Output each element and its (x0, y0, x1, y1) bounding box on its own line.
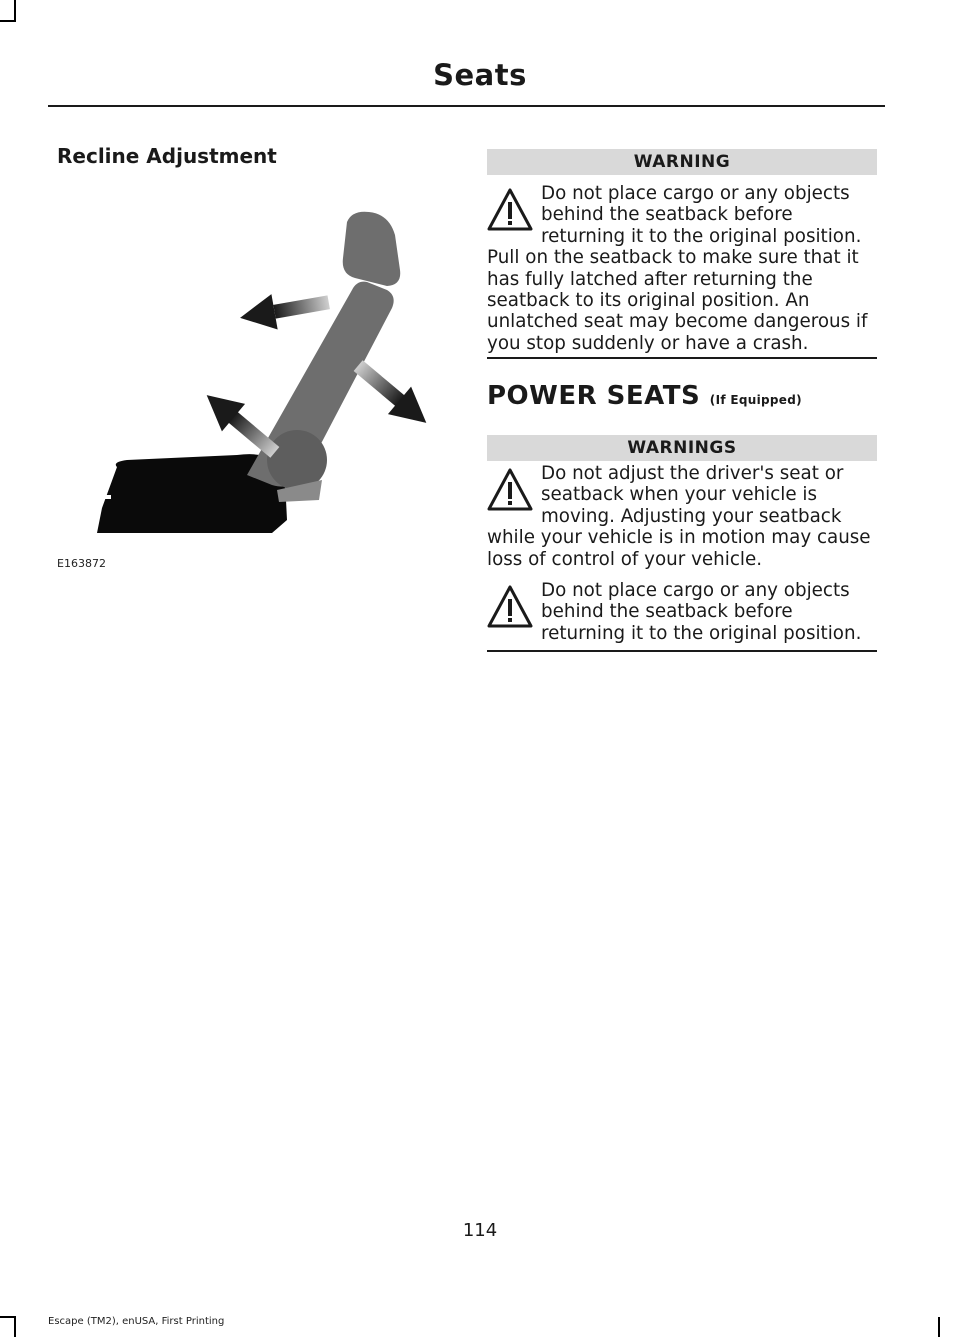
power-seats-heading (487, 381, 802, 411)
headrest (343, 212, 400, 286)
warnings-item-1 (487, 463, 879, 570)
recline-back-arrow (237, 285, 332, 336)
warning-rule (487, 357, 877, 359)
warning-text-1 (487, 183, 879, 354)
warning-triangle-icon (487, 187, 533, 233)
warning-title-bar: WARNING (487, 149, 877, 175)
seat-recline-illustration (57, 190, 457, 575)
page-number: 114 (462, 1220, 498, 1241)
figure-id: E163872 (57, 557, 106, 570)
crop-mark (938, 1317, 940, 1337)
header-rule (48, 105, 885, 107)
crop-mark (0, 20, 16, 22)
recline-subhead: Recline Adjustment (57, 144, 277, 168)
warnings-item-1-text: Do not adjust the driver's seat or seatback when your vehicle is moving. Adjusting your seatback while your vehicle is in motion may cause loss of control of your vehicle. (487, 463, 871, 570)
warnings-title-bar: WARNINGS (487, 435, 877, 461)
footer-text: Escape (TM2), enUSA, First Printing (48, 1316, 225, 1327)
warning-triangle-icon (487, 467, 533, 513)
warning-1-text: Do not place cargo or any objects behind the seatback before returning it to the original position. Pull on the seatback to make sure that it has fully latched after returning the seatback to its original position. An unlatched seat may become dangerous if you stop suddenly or have a crash. (487, 183, 868, 354)
recline-lower-arrow (195, 381, 286, 466)
warning-triangle-icon (487, 584, 533, 630)
crop-mark (14, 0, 16, 20)
power-seats-title: POWER SEATS (487, 381, 701, 411)
warnings-item-2 (487, 580, 879, 644)
warnings-item-2-text: Do not place cargo or any objects behind the seatback before returning it to the original position. (541, 580, 862, 644)
crop-mark (14, 1317, 16, 1337)
warnings-rule (487, 650, 877, 652)
cushion-notch (99, 495, 111, 499)
recline-forward-arrow (347, 352, 438, 437)
section-title: Seats (433, 58, 527, 92)
power-seats-qualifier: (If Equipped) (709, 393, 802, 407)
crop-mark (0, 1316, 16, 1318)
